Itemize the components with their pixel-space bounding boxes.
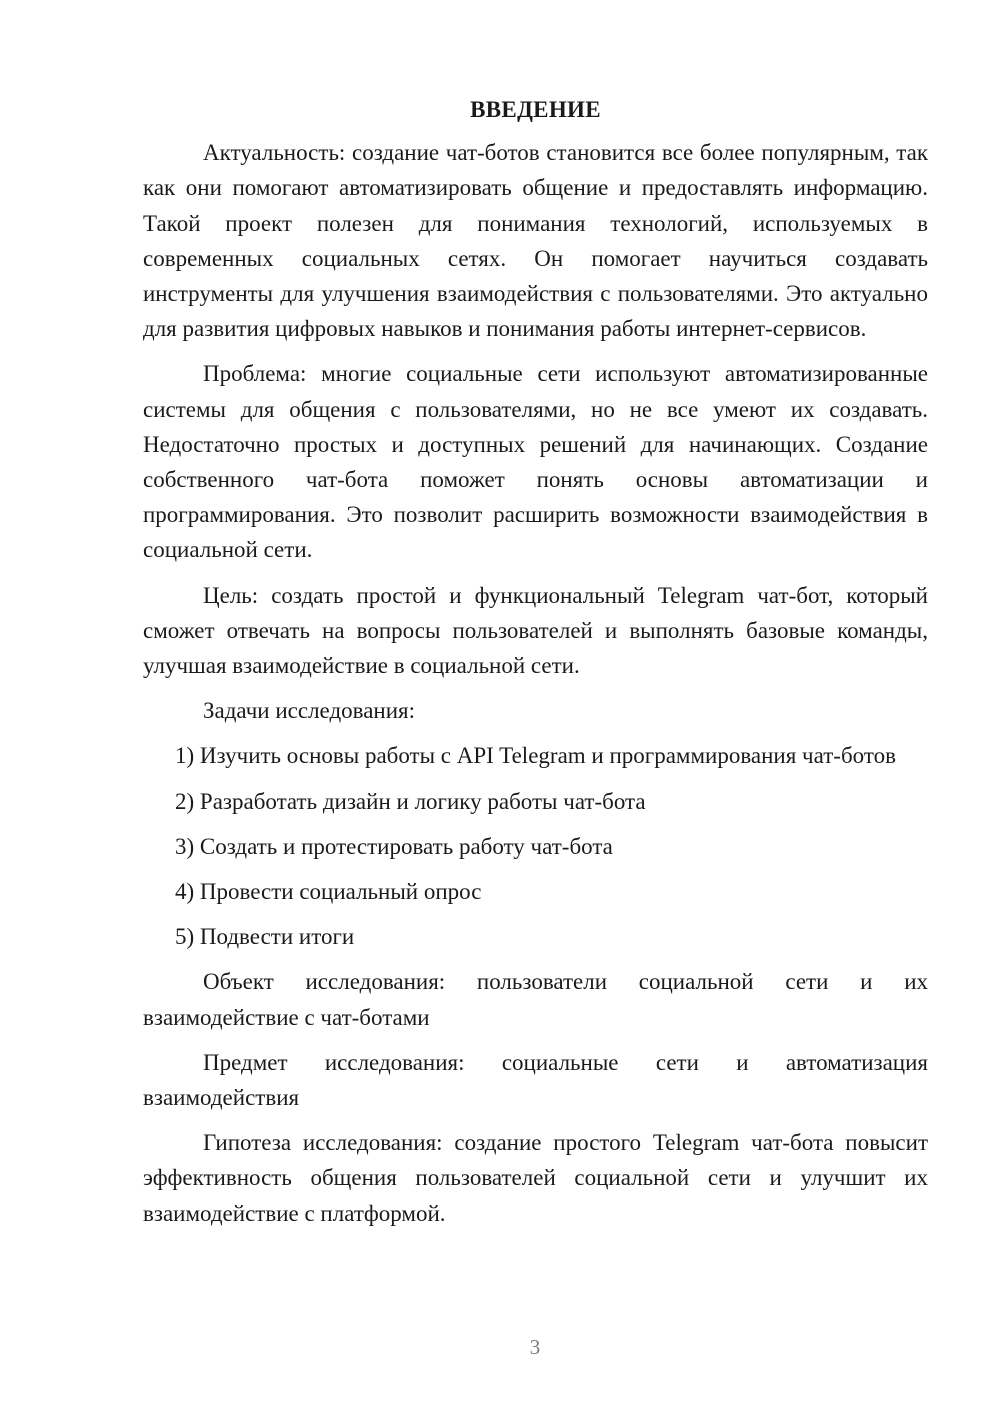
task-item: 1) Изучить основы работы с API Telegram и программирования чат-ботов xyxy=(175,743,896,769)
problem-paragraph: Проблема: многие социальные сети используют автоматизированные системы для общения с пользователями, но не все умеют их создавать. Недостаточно простых и доступных решений для начинающих. Создание собственного чат-бота поможет понять основы автоматизации и программирования. Это позволит расширить возможности взаимодействия в социальной сети. xyxy=(143,361,928,563)
subject-paragraph: Предмет исследования: социальные сети и автоматизация взаимодействия xyxy=(143,1049,928,1111)
hypothesis-paragraph: Гипотеза исследования: создание простого Telegram чат-бота повысит эффективность общения пользователей социальной сети и улучшит их взаимодействие с платформой. xyxy=(143,1130,928,1226)
task-item: 2) Разработать дизайн и логику работы чат-бота xyxy=(175,788,646,814)
task-item: 5) Подвести итоги xyxy=(175,924,355,950)
section-title: ВВЕДЕНИЕ xyxy=(470,97,601,122)
goal-paragraph: Цель: создать простой и функциональный Telegram чат-бот, который сможет отвечать на вопросы пользователей и выполнять базовые команды, улучшая взаимодействие в социальной сети. xyxy=(143,582,928,679)
object-paragraph: Объект исследования: пользователи социальной сети и их взаимодействие с чат-ботами xyxy=(143,969,928,1030)
task-item: 3) Создать и протестировать работу чат-бота xyxy=(175,833,613,859)
tasks-list xyxy=(143,738,928,954)
tasks-heading: Задачи исследования: xyxy=(203,698,416,724)
relevance-paragraph: Актуальность: создание чат-ботов становится все более популярным, так как они помогают автоматизировать общение и предоставлять информацию. Такой проект полезен для понимания технологий, используемых в современных социальных сетях. Он помогает научиться создавать инструменты для улучшения взаимодействия с пользователями. Это актуально для развития цифровых навыков и понимания работы интернет-сервисов. xyxy=(143,140,928,342)
page-content xyxy=(143,92,928,1241)
page-number: 3 xyxy=(529,1335,541,1359)
task-item: 4) Провести социальный опрос xyxy=(175,879,482,905)
